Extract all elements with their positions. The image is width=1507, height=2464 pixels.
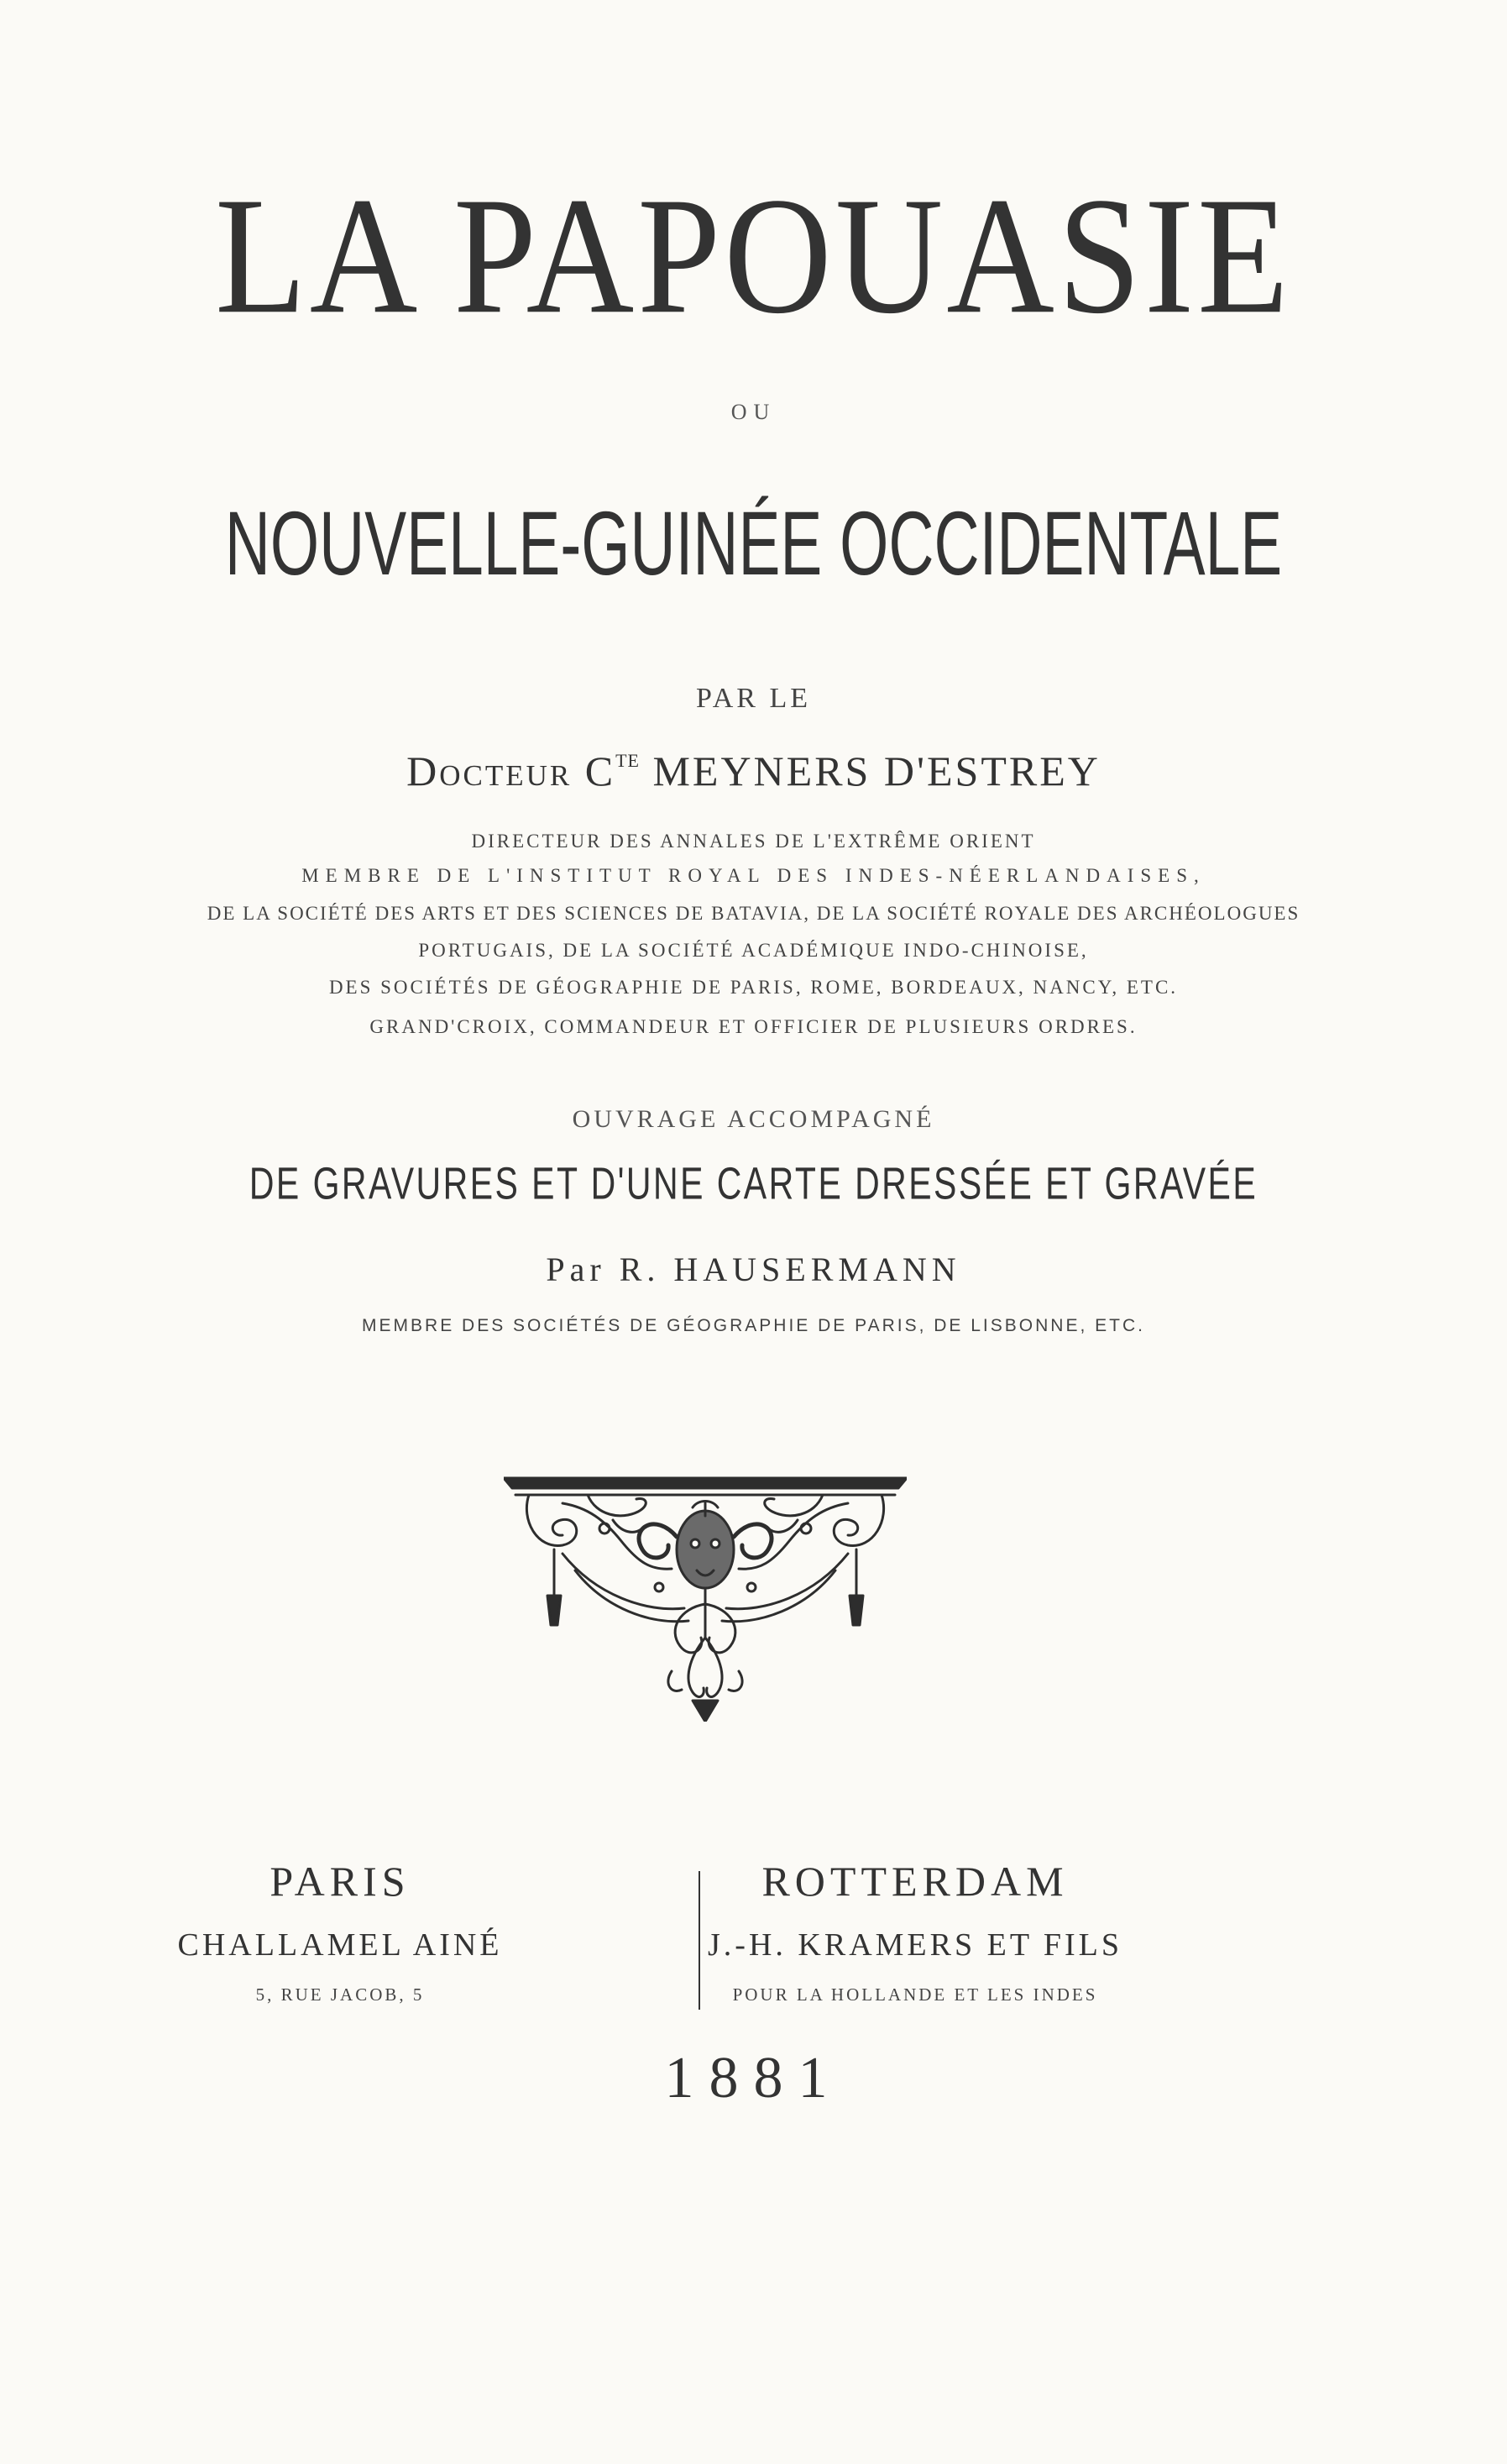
accompaniment-line: OUVRAGE ACCOMPAGNÉ: [572, 1105, 935, 1133]
ram-head-vignette-icon: [504, 1470, 907, 1722]
imprint-publisher: CHALLAMEL AINÉ: [177, 1927, 503, 1963]
book-subtitle: NOUVELLE-GUINÉE OCCIDENTALE: [224, 493, 1283, 595]
illustrations-line: DE GRAVURES ET D'UNE CARTE DRESSÉE ET GRAVÉE: [249, 1157, 1258, 1209]
imprint-publisher: J.-H. KRAMERS ET FILS: [708, 1927, 1122, 1963]
author-line: [0, 747, 1507, 794]
credential-line: PORTUGAIS, DE LA SOCIÉTÉ ACADÉMIQUE INDO-CHINOISE,: [418, 940, 1089, 961]
author-rank-superscript: TE: [615, 750, 640, 771]
credential-line: MEMBRE DE L'INSTITUT ROYAL DES INDES-NÉERLANDAISES,: [301, 865, 1206, 886]
author-prefix: Docteur: [406, 747, 573, 794]
title-conjunction: OU: [730, 400, 777, 424]
imprint-city: PARIS: [269, 1858, 411, 1905]
imprint-address: POUR LA HOLLANDE ET LES INDES: [732, 1984, 1098, 2005]
engraver-credentials: MEMBRE DES SOCIÉTÉS DE GÉOGRAPHIE DE PARIS, DE LISBONNE, ETC.: [362, 1316, 1145, 1335]
author-rank: $C^{TE}$: [584, 747, 640, 794]
credential-line: DIRECTEUR DES ANNALES DE L'EXTRÊME ORIENT: [471, 831, 1036, 852]
credential-line: GRAND'CROIX, COMMANDEUR ET OFFICIER DE PLUSIEURS ORDRES.: [369, 1016, 1138, 1037]
imprint-address: 5, RUE JACOB, 5: [255, 1984, 425, 2005]
author-name: MEYNERS D'ESTREY: [652, 747, 1101, 794]
credential-line: DES SOCIÉTÉS DE GÉOGRAPHIE DE PARIS, ROME, BORDEAUX, NANCY, ETC.: [328, 977, 1179, 998]
book-title: LA PAPOUASIE: [215, 162, 1292, 349]
imprint-paris: [46, 1860, 634, 2028]
imprint-city: ROTTERDAM: [761, 1858, 1069, 1905]
engraver-line: Par R. HAUSERMANN: [546, 1250, 961, 1288]
credential-line: DE LA SOCIÉTÉ DES ARTS ET DES SCIENCES DE BATAVIA, DE LA SOCIÉTÉ ROYALE DES ARCHÉOLOGUES: [207, 903, 1300, 924]
imprint-rotterdam: [621, 1860, 1209, 2028]
publication-year: 1881: [664, 2046, 843, 2110]
by-line: PAR LE: [695, 683, 812, 714]
